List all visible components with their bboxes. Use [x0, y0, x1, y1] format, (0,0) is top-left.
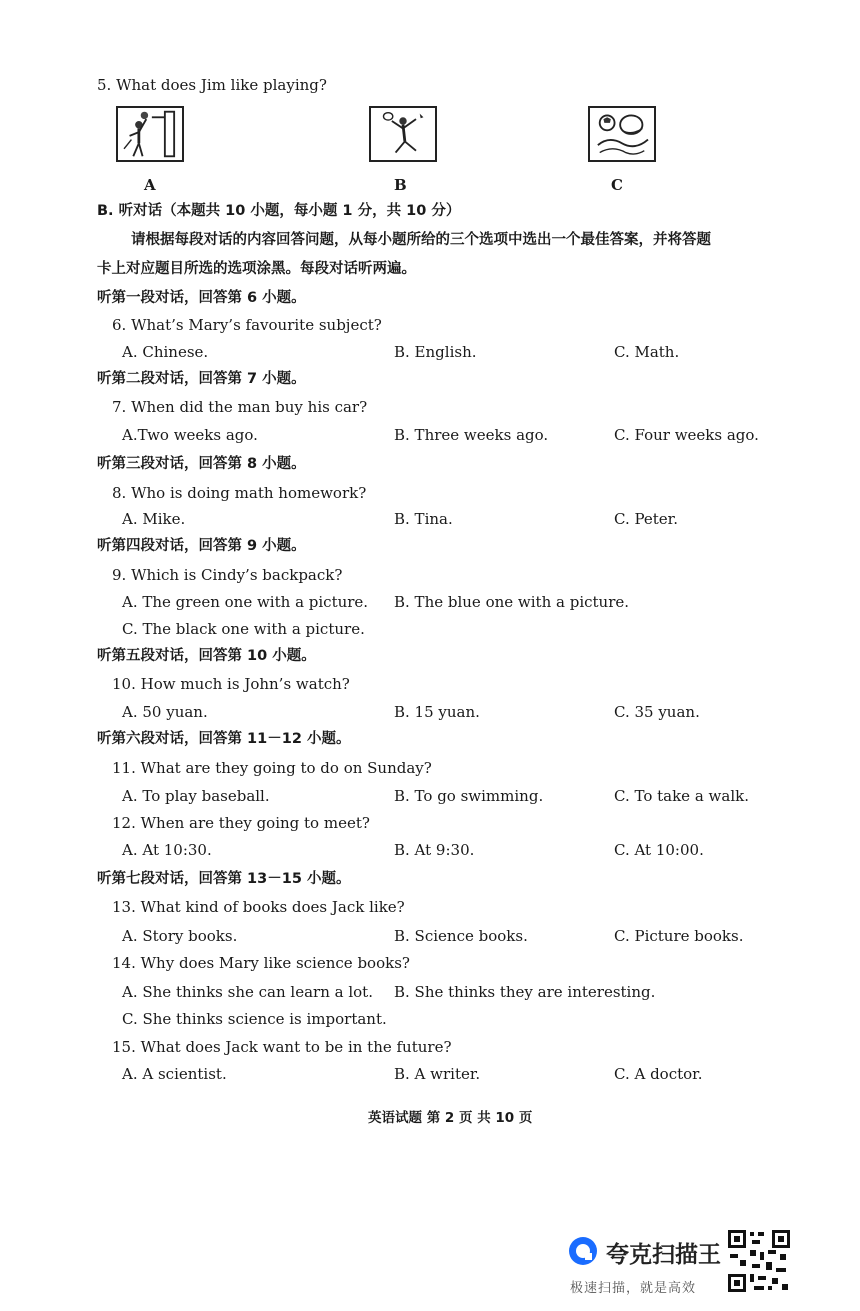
basketball-icon: [118, 108, 182, 160]
q6-option-a: A. Chinese.: [122, 343, 209, 361]
option-c-label: C: [611, 176, 623, 194]
q15-option-a: A. A scientist.: [122, 1065, 227, 1083]
q12-option-c: C. At 10:00.: [614, 841, 704, 859]
q6-option-c: C. Math.: [614, 343, 680, 361]
question-15: 15. What does Jack want to be in the future?: [112, 1038, 452, 1056]
qr-code-icon: [726, 1228, 792, 1294]
dialogue-heading-1: 听第一段对话，回答第 6 小题。: [97, 290, 306, 306]
q9-option-a: A. The green one with a picture.: [122, 593, 369, 611]
q7-option-b: B. Three weeks ago.: [394, 426, 549, 444]
q7-option-a: A.Two weeks ago.: [122, 426, 258, 444]
question-9: 9. Which is Cindy’s backpack?: [112, 566, 343, 584]
q6-option-b: B. English.: [394, 343, 477, 361]
question-8: 8. Who is doing math homework?: [112, 484, 367, 502]
question-6: 6. What’s Mary’s favourite subject?: [112, 316, 382, 334]
q11-option-c: C. To take a walk.: [614, 787, 749, 805]
option-a-image: [116, 106, 184, 162]
option-a-label: A: [144, 176, 156, 194]
question-13: 13. What kind of books does Jack like?: [112, 898, 405, 916]
scanner-logo-icon: [568, 1236, 598, 1266]
question-7: 7. When did the man buy his car?: [112, 398, 368, 416]
instruction-line-1: 请根据每段对话的内容回答问题，从每小题所给的三个选项中选出一个最佳答案，并将答题: [131, 232, 711, 248]
q14-option-a: A. She thinks she can learn a lot.: [122, 983, 373, 1001]
question-11: 11. What are they going to do on Sunday?: [112, 759, 432, 777]
dialogue-heading-2: 听第二段对话，回答第 7 小题。: [97, 371, 306, 387]
dialogue-heading-4: 听第四段对话，回答第 9 小题。: [97, 538, 306, 554]
q14-option-b: B. She thinks they are interesting.: [394, 983, 656, 1001]
q11-option-b: B. To go swimming.: [394, 787, 544, 805]
q13-option-c: C. Picture books.: [614, 927, 744, 945]
badminton-icon: [371, 108, 435, 160]
option-b-label: B: [394, 176, 407, 194]
section-b-title: B. 听对话（本题共 10 小题，每小题 1 分，共 10 分）: [97, 203, 461, 219]
q10-option-c: C. 35 yuan.: [614, 703, 700, 721]
dialogue-heading-5: 听第五段对话，回答第 10 小题。: [97, 648, 316, 664]
q15-option-b: B. A writer.: [394, 1065, 481, 1083]
q13-option-b: B. Science books.: [394, 927, 528, 945]
dialogue-heading-7: 听第七段对话，回答第 13－15 小题。: [97, 871, 351, 887]
q8-option-b: B. Tina.: [394, 510, 453, 528]
q15-option-c: C. A doctor.: [614, 1065, 703, 1083]
q13-option-a: A. Story books.: [122, 927, 238, 945]
page-footer: 英语试题 第 2 页 共 10 页: [368, 1110, 533, 1126]
football-icon: [590, 108, 654, 160]
q8-option-c: C. Peter.: [614, 510, 678, 528]
dialogue-heading-3: 听第三段对话，回答第 8 小题。: [97, 456, 306, 472]
q10-option-b: B. 15 yuan.: [394, 703, 480, 721]
question-14: 14. Why does Mary like science books?: [112, 954, 410, 972]
q12-option-b: B. At 9:30.: [394, 841, 475, 859]
question-5: 5. What does Jim like playing?: [97, 76, 327, 94]
dialogue-heading-6: 听第六段对话，回答第 11－12 小题。: [97, 731, 351, 747]
q9-option-c: C. The black one with a picture.: [122, 620, 365, 638]
scanner-brand-name: 夸克扫描王: [606, 1242, 721, 1268]
option-c-image: [588, 106, 656, 162]
scanner-slogan: 极速扫描，就是高效: [570, 1281, 697, 1296]
q8-option-a: A. Mike.: [122, 510, 186, 528]
q14-option-c: C. She thinks science is important.: [122, 1010, 387, 1028]
q10-option-a: A. 50 yuan.: [122, 703, 208, 721]
question-12: 12. When are they going to meet?: [112, 814, 370, 832]
question-10: 10. How much is John’s watch?: [112, 675, 350, 693]
q11-option-a: A. To play baseball.: [122, 787, 270, 805]
option-b-image: [369, 106, 437, 162]
q12-option-a: A. At 10:30.: [122, 841, 212, 859]
q7-option-c: C. Four weeks ago.: [614, 426, 759, 444]
q9-option-b: B. The blue one with a picture.: [394, 593, 630, 611]
instruction-line-2: 卡上对应题目所选的选项涂黑。每段对话听两遍。: [97, 261, 416, 277]
